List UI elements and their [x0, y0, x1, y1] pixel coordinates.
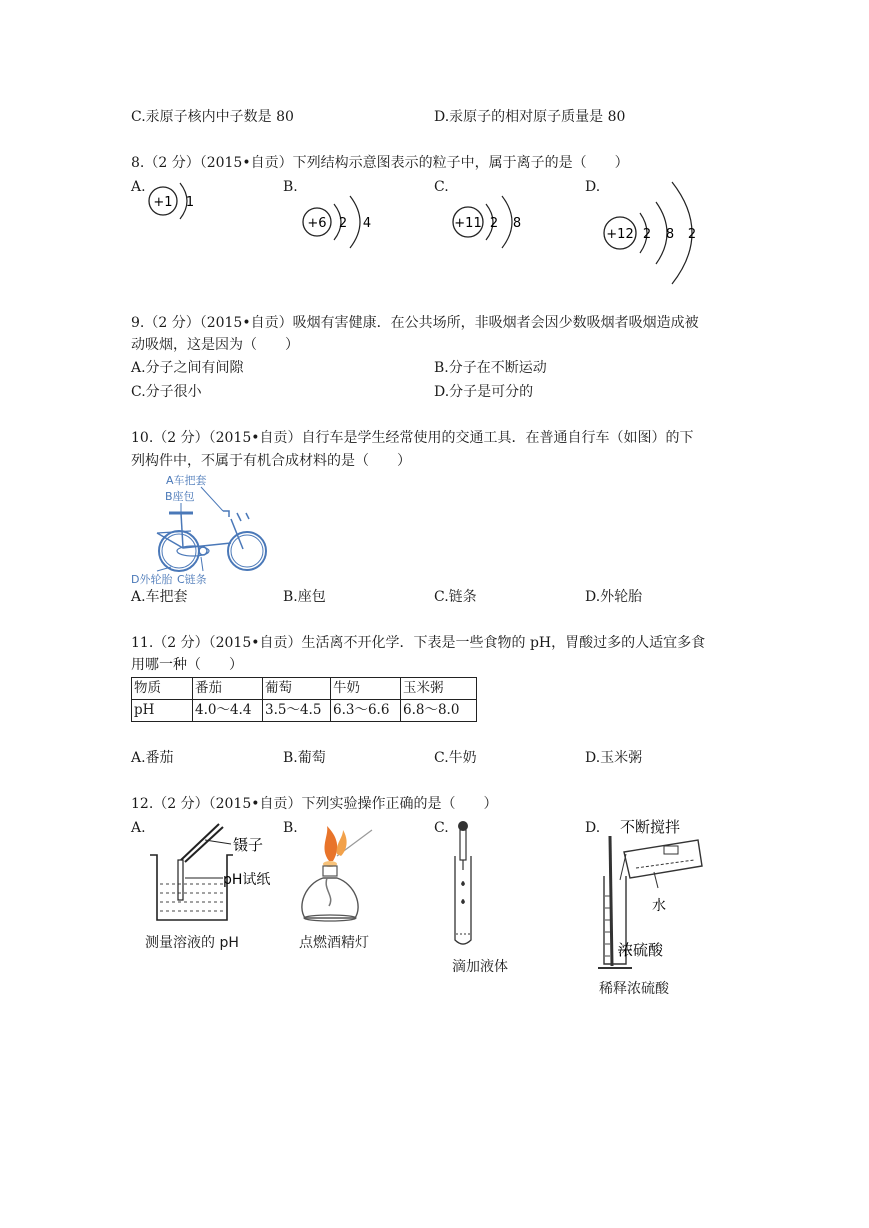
q7-option-d: D.汞原子的相对原子质量是 80	[434, 109, 626, 125]
atom-diagrams	[0, 0, 869, 300]
q9-option-a: A.分子之间有间隙	[131, 360, 244, 376]
q12-option-b-letter: B.	[283, 820, 298, 836]
q9-stem-line2: 动吸烟，这是因为（ ）	[131, 337, 299, 353]
ph-table-cell: 6.3～6.6	[331, 700, 401, 722]
figure-dropper	[443, 818, 483, 953]
q11-option-d: D.玉米粥	[585, 750, 643, 766]
caption-a: 测量溶液的 pH	[145, 935, 239, 951]
q8-option-a-letter: A.	[131, 179, 146, 195]
q10-option-d: D.外轮胎	[585, 589, 643, 605]
q12-option-d-letter: D.	[585, 820, 601, 836]
q7-option-c: C.汞原子核内中子数是 80	[131, 109, 294, 125]
label-tweezers: 镊子	[233, 836, 264, 854]
q12-stem: 12.（2 分）（2015•自贡）下列实验操作正确的是（ ）	[131, 796, 498, 812]
q12-option-a-letter: A.	[131, 820, 146, 836]
caption-c: 滴加液体	[452, 959, 508, 975]
atom-diagram-d	[604, 182, 696, 284]
atom-b-shell-2: 4	[362, 216, 372, 231]
q10-option-c: C.链条	[434, 589, 477, 605]
label-acid: 浓硫酸	[618, 941, 664, 959]
atom-c-shell-1: 2	[489, 216, 499, 231]
q9-option-b: B.分子在不断运动	[434, 360, 547, 376]
q11-option-a: A.番茄	[131, 750, 174, 766]
q8-option-d-letter: D.	[585, 179, 601, 195]
atom-c-nucleus: +11	[454, 216, 482, 231]
q8-option-c-letter: C.	[434, 179, 449, 195]
bicycle-figure	[131, 473, 271, 588]
q11-option-c: C.牛奶	[434, 750, 477, 766]
q11-stem-line1: 11.（2 分）（2015•自贡）生活离不开化学．下表是一些食物的 pH，胃酸过多的人适宜多食	[131, 635, 706, 651]
label-ph-paper: pH试纸	[223, 872, 271, 888]
q12-option-c-letter: C.	[434, 820, 449, 836]
atom-diagram-c	[453, 196, 521, 248]
ph-table-cell: 6.8～8.0	[401, 700, 477, 722]
atom-diagram-b	[303, 196, 371, 248]
ph-table-header-row	[132, 678, 477, 700]
ph-table-cell: pH	[132, 700, 193, 722]
q9-option-c: C.分子很小	[131, 384, 202, 400]
q11-stem-line2: 用哪一种（ ）	[131, 657, 243, 673]
q10-stem-line1: 10.（2 分）（2015•自贡）自行车是学生经常使用的交通工具．在普通自行车（如图）的下	[131, 430, 694, 446]
bike-label-a: A车把套	[166, 474, 207, 487]
caption-d: 稀释浓硫酸	[599, 981, 669, 997]
q9-stem-line1: 9.（2 分）（2015•自贡）吸烟有害健康．在公共场所，非吸烟者会因少数吸烟者吸烟造成被	[131, 315, 699, 331]
bike-label-b: B座包	[165, 490, 195, 503]
figure-dilute-acid	[598, 816, 718, 971]
atom-b-shell-1: 2	[338, 216, 348, 231]
atom-c-shell-2: 8	[512, 216, 522, 231]
atom-d-nucleus: +12	[606, 227, 634, 242]
figure-alcohol-lamp	[297, 826, 387, 926]
bike-label-c: C链条	[177, 573, 207, 586]
label-stir: 不断搅拌	[620, 818, 681, 836]
atom-a-nucleus: +1	[153, 195, 173, 210]
atom-d-shell-2: 8	[665, 227, 675, 242]
ph-table	[131, 677, 477, 722]
q10-option-a: A.车把套	[131, 589, 188, 605]
atom-a-shell-1: 1	[185, 195, 195, 210]
ph-table-header-cell: 物质	[132, 678, 193, 700]
label-water: 水	[652, 898, 666, 914]
ph-table-cell: 4.0～4.4	[193, 700, 263, 722]
q9-option-d: D.分子是可分的	[434, 384, 534, 400]
caption-b: 点燃酒精灯	[299, 935, 369, 951]
q10-option-b: B.座包	[283, 589, 326, 605]
q10-stem-line2: 列构件中，不属于有机合成材料的是（ ）	[131, 453, 411, 469]
ph-table-header-cell: 牛奶	[331, 678, 401, 700]
ph-table-row	[132, 700, 477, 722]
q8-option-b-letter: B.	[283, 179, 298, 195]
atom-d-shell-1: 2	[642, 227, 652, 242]
atom-d-shell-3: 2	[687, 227, 697, 242]
atom-diagram-a	[149, 183, 194, 219]
q11-option-b: B.葡萄	[283, 750, 326, 766]
q8-stem: 8.（2 分）（2015•自贡）下列结构示意图表示的粒子中，属于离子的是（ ）	[131, 155, 629, 171]
ph-table-header-cell: 番茄	[193, 678, 263, 700]
ph-table-cell: 3.5～4.5	[263, 700, 331, 722]
ph-table-header-cell: 葡萄	[263, 678, 331, 700]
ph-table-header-cell: 玉米粥	[401, 678, 477, 700]
bike-label-d: D外轮胎	[131, 573, 173, 586]
atom-b-nucleus: +6	[307, 216, 327, 231]
figure-ph-measure	[145, 822, 305, 922]
